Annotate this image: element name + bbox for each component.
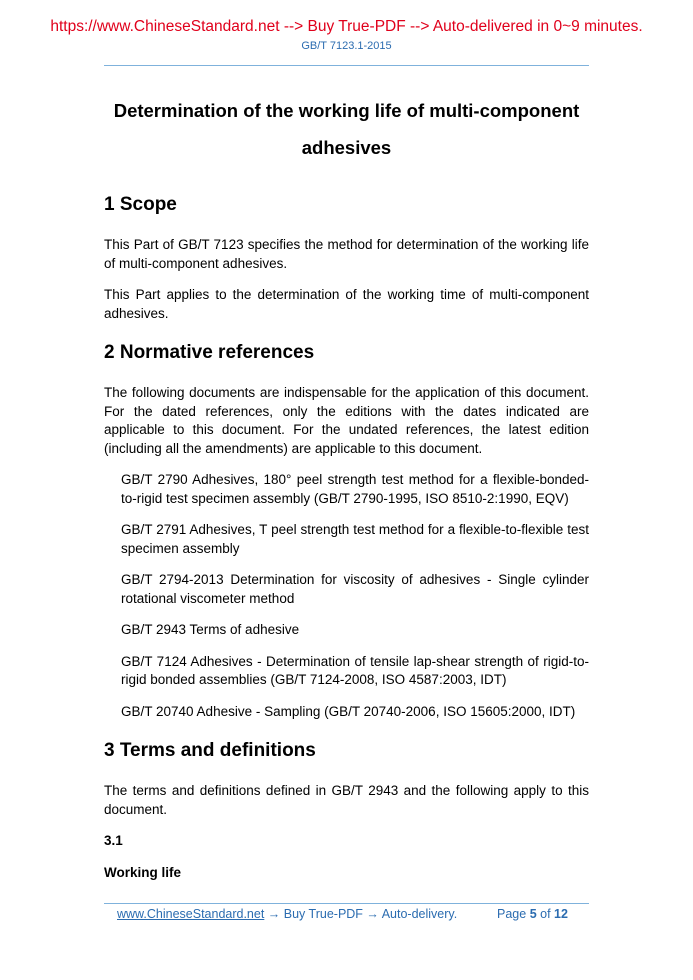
- reference-item: GB/T 2943 Terms of adhesive: [121, 622, 300, 637]
- reference-item: GB/T 7124 Adhesives - Determination of tensile lap-shear strength of rigid-to-rigid bonded assemblies (GB/T 7124-2008, ISO 4587:2003, IDT): [121, 653, 589, 687]
- page-label: Page: [497, 907, 527, 921]
- section-heading-scope: 1 Scope: [104, 194, 177, 215]
- footer-divider: [104, 903, 589, 904]
- promo-banner[interactable]: https://www.ChineseStandard.net --> Buy True-PDF --> Auto-delivered in 0~9 minutes.: [50, 18, 643, 35]
- page-total: 12: [554, 907, 568, 921]
- document-title: [104, 92, 589, 166]
- page-of: of: [540, 907, 551, 921]
- clause-number: 3.1: [104, 833, 123, 848]
- references-intro: The following documents are indispensable for the application of this document. For the dated references, only the editions with the dates indicated are applicable to this document. For the undated references, the latest edition (including all the amendments) are applicable to this document.: [104, 385, 589, 456]
- footer-text: → Buy True-PDF → Auto-delivery.: [264, 907, 458, 921]
- footer-link-area: [117, 907, 457, 921]
- page-indicator: [497, 907, 568, 921]
- terms-intro: The terms and definitions defined in GB/T 2943 and the following apply to this document.: [104, 783, 589, 817]
- title-line-1: Determination of the working life of multi-component: [113, 100, 580, 121]
- scope-paragraph-1: This Part of GB/T 7123 specifies the method for determination of the working life of multi-component adhesives.: [104, 237, 589, 271]
- header-divider: [104, 65, 589, 66]
- scope-paragraph-2: This Part applies to the determination of the working time of multi-component adhesives.: [104, 287, 589, 321]
- reference-item: GB/T 2790 Adhesives, 180° peel strength test method for a flexible-bonded-to-rigid test specimen assembly (GB/T 2790-1995, ISO 8510-2:1990, EQV): [121, 472, 589, 506]
- reference-item: GB/T 20740 Adhesive - Sampling (GB/T 20740-2006, ISO 15605:2000, IDT): [121, 703, 576, 719]
- document-body: [104, 192, 589, 895]
- standard-number: GB/T 7123.1-2015: [301, 40, 392, 52]
- reference-item: GB/T 2794-2013 Determination for viscosity of adhesives - Single cylinder rotational viscometer method: [121, 572, 589, 606]
- reference-item: GB/T 2791 Adhesives, T peel strength test method for a flexible-to-flexible test specimen assembly: [121, 522, 589, 556]
- footer-site-link[interactable]: www.ChineseStandard.net: [117, 907, 265, 921]
- section-heading-terms: 3 Terms and definitions: [104, 740, 316, 761]
- title-line-2: adhesives: [301, 137, 392, 158]
- section-heading-normative-references: 2 Normative references: [104, 342, 315, 363]
- term-title: Working life: [104, 864, 182, 880]
- page-current: 5: [529, 907, 537, 921]
